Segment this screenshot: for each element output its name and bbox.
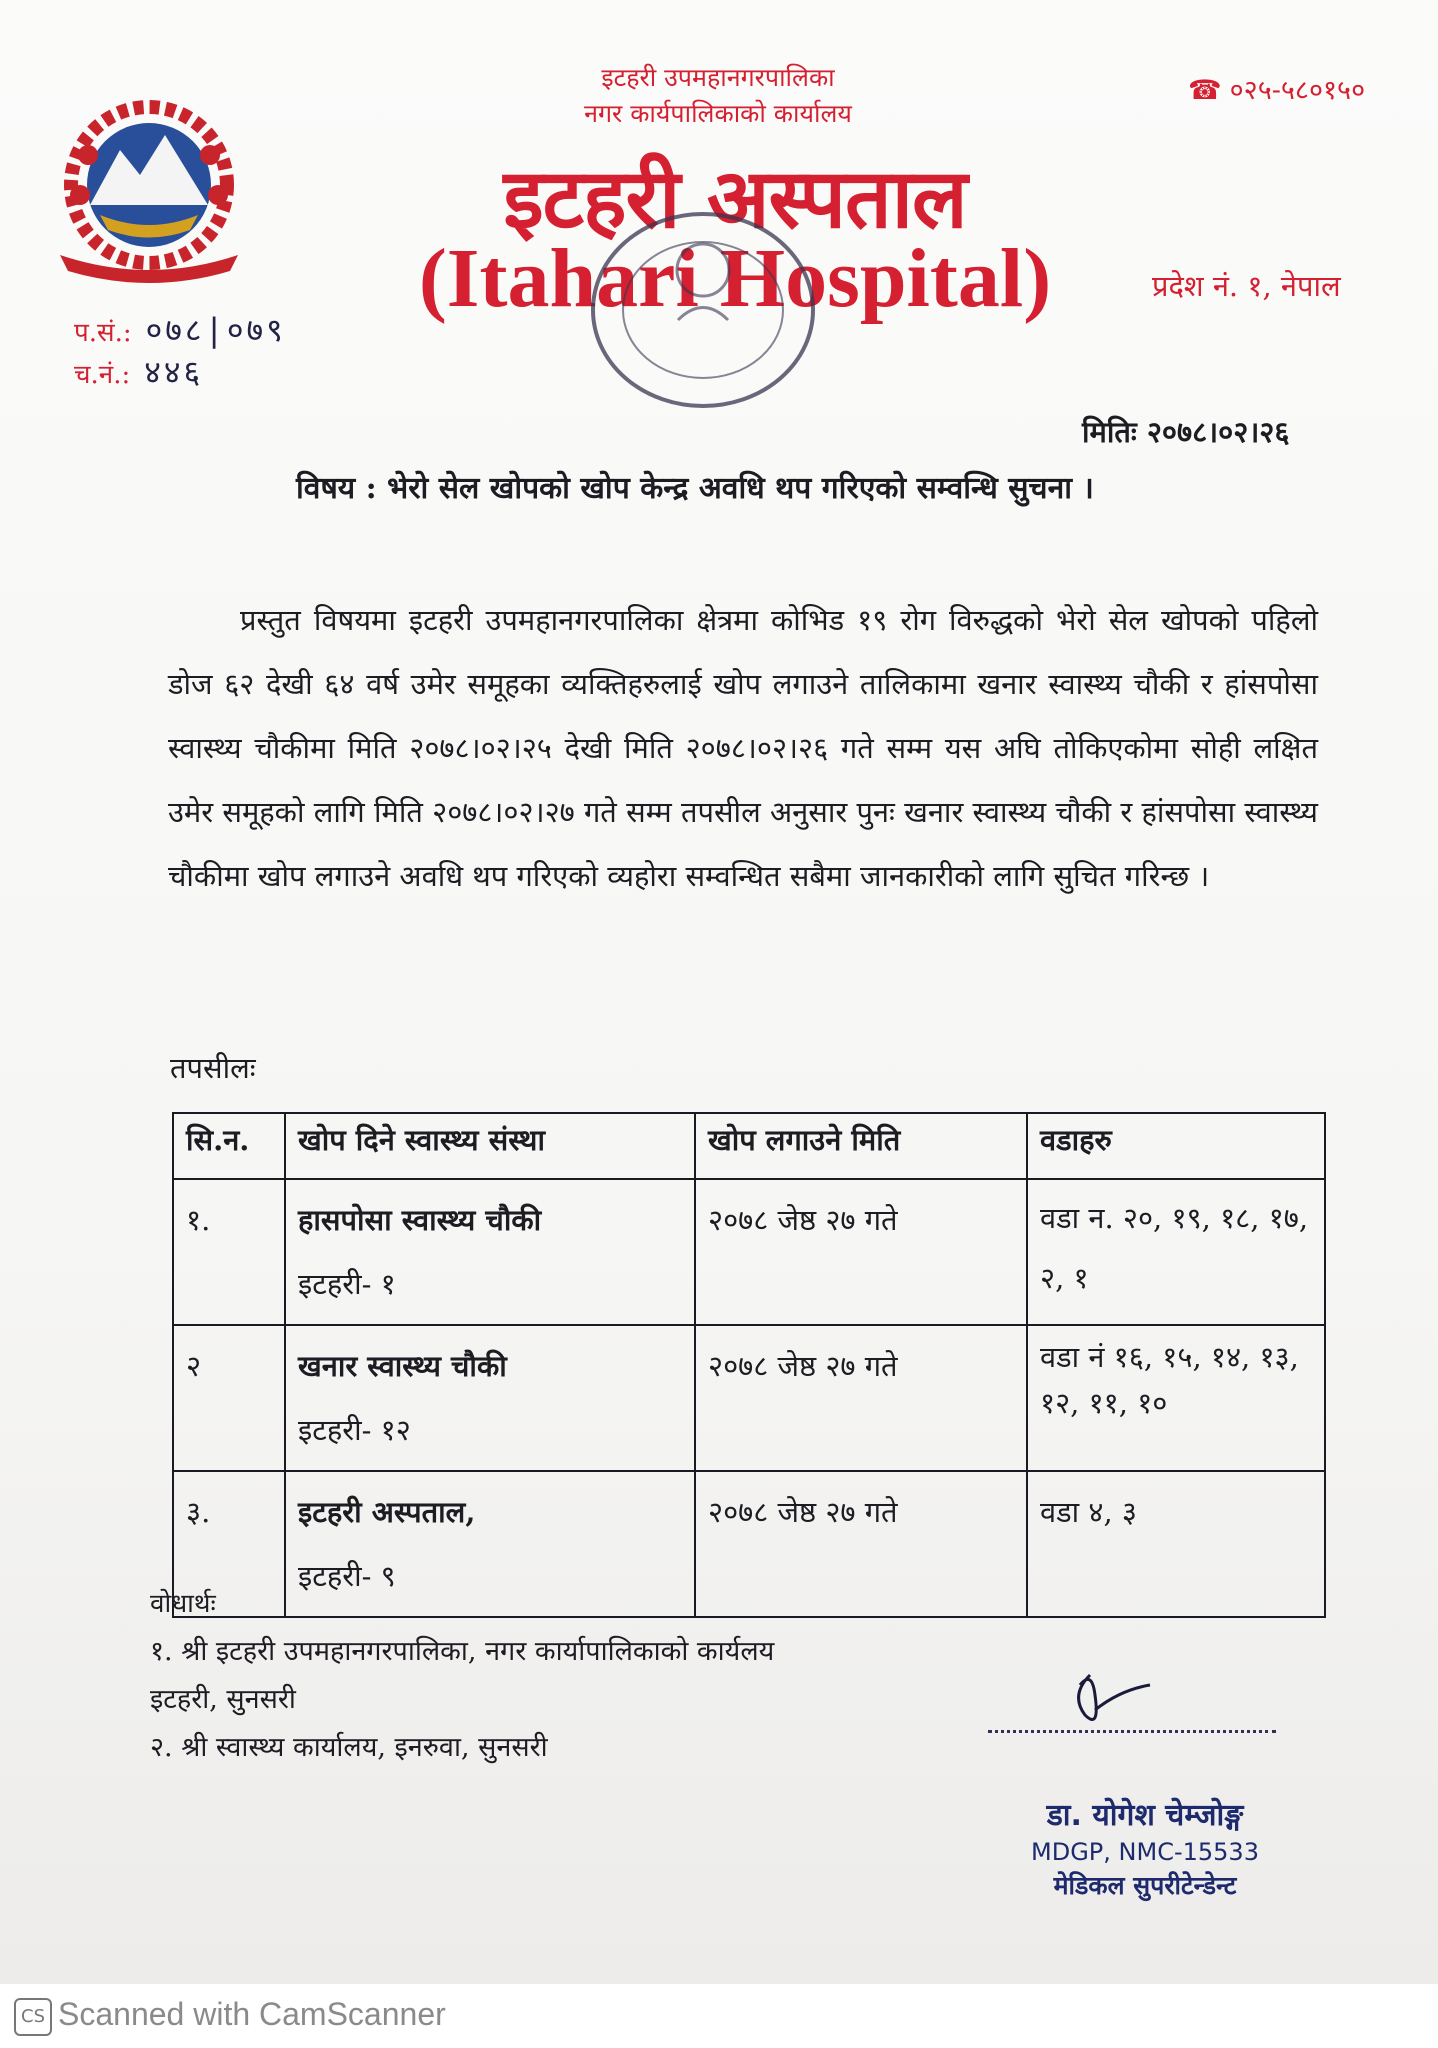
row-sn: ३. xyxy=(173,1471,285,1617)
row-wards: वडा न. २०, १९, १८, १७, २, १ xyxy=(1027,1179,1325,1325)
row-sn: २ xyxy=(173,1325,285,1471)
vaccination-schedule-table xyxy=(172,1112,1326,1618)
camscanner-logo-icon: CS xyxy=(14,1998,52,2036)
cc-item: १. श्री इटहरी उपमहानगरपालिका, नगर कार्यापालिकाको कार्यलय xyxy=(150,1636,775,1667)
table-row xyxy=(173,1471,1325,1617)
institution-name: इटहरी अस्पताल, xyxy=(298,1495,476,1529)
phone-number xyxy=(1188,70,1365,107)
table-row xyxy=(173,1325,1325,1471)
table-header-row xyxy=(173,1113,1325,1179)
row-date: २०७८ जेष्ठ २७ गते xyxy=(695,1325,1027,1471)
signature-line xyxy=(988,1730,1276,1733)
office-name: नगर कार्यपालिकाको कार्यालय xyxy=(584,99,852,128)
table-row xyxy=(173,1179,1325,1325)
cn-label: च.नं.: xyxy=(74,360,131,390)
phone-value: ०२५-५८०१५० xyxy=(1229,75,1366,106)
institution-place: इटहरी- ९ xyxy=(298,1559,396,1593)
hospital-stamp xyxy=(578,200,828,430)
details-label: तपसीलः xyxy=(170,1051,256,1085)
signatory-registration: MDGP, NMC-15533 xyxy=(1031,1838,1259,1866)
letter-subject: विषय : भेरो सेल खोपको खोप केन्द्र अवधि थप गरिएको सम्वन्धि सुचना । xyxy=(296,471,1094,506)
cn-value: ४४६ xyxy=(144,353,204,391)
ps-reference xyxy=(74,308,286,351)
nepal-emblem-icon xyxy=(40,95,258,285)
row-institution xyxy=(285,1325,695,1471)
row-wards: वडा नं १६, १५, १४, १३, १२, ११, १० xyxy=(1027,1325,1325,1471)
cc-item: इटहरी, सुनसरी xyxy=(150,1684,296,1715)
institution-name: खनार स्वास्थ्य चौकी xyxy=(298,1349,507,1383)
scanner-watermark: Scanned with CamScanner xyxy=(58,1996,446,2032)
cc-label: वोधार्थः xyxy=(150,1589,216,1619)
row-institution xyxy=(285,1471,695,1617)
institution-name: हासपोसा स्वास्थ्य चौकी xyxy=(298,1203,542,1237)
col-header-date: खोप लगाउने मिति xyxy=(695,1113,1027,1179)
institution-place: इटहरी- १२ xyxy=(298,1413,411,1447)
municipality-header xyxy=(548,60,888,132)
telephone-icon: ☎ xyxy=(1188,75,1222,106)
letter-body: प्रस्तुत विषयमा इटहरी उपमहानगरपालिका क्षेत्रमा कोभिड १९ रोग विरुद्धको भेरो सेल खोपको पहिलो डोज ६२ देखी ६४ वर्ष उमेर समूहका व्यक्तिहरुलाई खोप लगाउने तालिकामा खनार स्वास्थ्य चौकी र हांसपोसा स्वास्थ्य चौकीमा मिति २०७८।०२।२५ देखी मिति २०७८।०२।२६ गते सम्म यस अघि तोकिएकोमा सोही लक्षित उमेर समूहको लागि मिति २०७८।०२।२७ गते सम्म तपसील अनुसार पुनः खनार स्वास्थ्य चौकी र हांसपोसा स्वास्थ्य चौकीमा खोप लगाउने अवधि थप गरिएको व्यहोरा सम्वन्धित सबैमा जानकारीको लागि सुचित गरिन्छ । xyxy=(168,603,1318,893)
cc-item: २. श्री स्वास्थ्य कार्यालय, इनरुवा, सुनसरी xyxy=(150,1732,548,1763)
ps-value: ०७८|०७९ xyxy=(145,311,286,349)
signatory-name: डा. योगेश चेम्जोङ्ग xyxy=(1046,1798,1244,1833)
cc-list xyxy=(150,1628,774,1772)
row-sn: १. xyxy=(173,1179,285,1325)
hospital-title-nepali: इटहरी अस्पताल xyxy=(503,152,967,247)
letter-date: मितिः २०७८।०२।२६ xyxy=(1082,415,1290,449)
col-header-sn: सि.न. xyxy=(173,1113,285,1179)
col-header-institution: खोप दिने स्वास्थ्य संस्था xyxy=(285,1113,695,1179)
cn-reference xyxy=(74,350,203,393)
hospital-title-english: (Itahari Hospital) xyxy=(418,232,1052,325)
province-label: प्रदेश नं. १, नेपाल xyxy=(1152,269,1341,303)
col-header-wards: वडाहरु xyxy=(1027,1113,1325,1179)
row-date: २०७८ जेष्ठ २७ गते xyxy=(695,1471,1027,1617)
row-wards: वडा ४, ३ xyxy=(1027,1471,1325,1617)
ps-label: प.सं.: xyxy=(74,318,132,348)
row-date: २०७८ जेष्ठ २७ गते xyxy=(695,1179,1027,1325)
municipality-name: इटहरी उपमहानगरपालिका xyxy=(601,63,835,92)
signatory-designation: मेडिकल सुपरीटेन्डेन्ट xyxy=(1053,1871,1237,1900)
row-institution xyxy=(285,1179,695,1325)
signatory-stamp xyxy=(1000,1796,1290,1904)
institution-place: इटहरी- १ xyxy=(298,1267,396,1301)
